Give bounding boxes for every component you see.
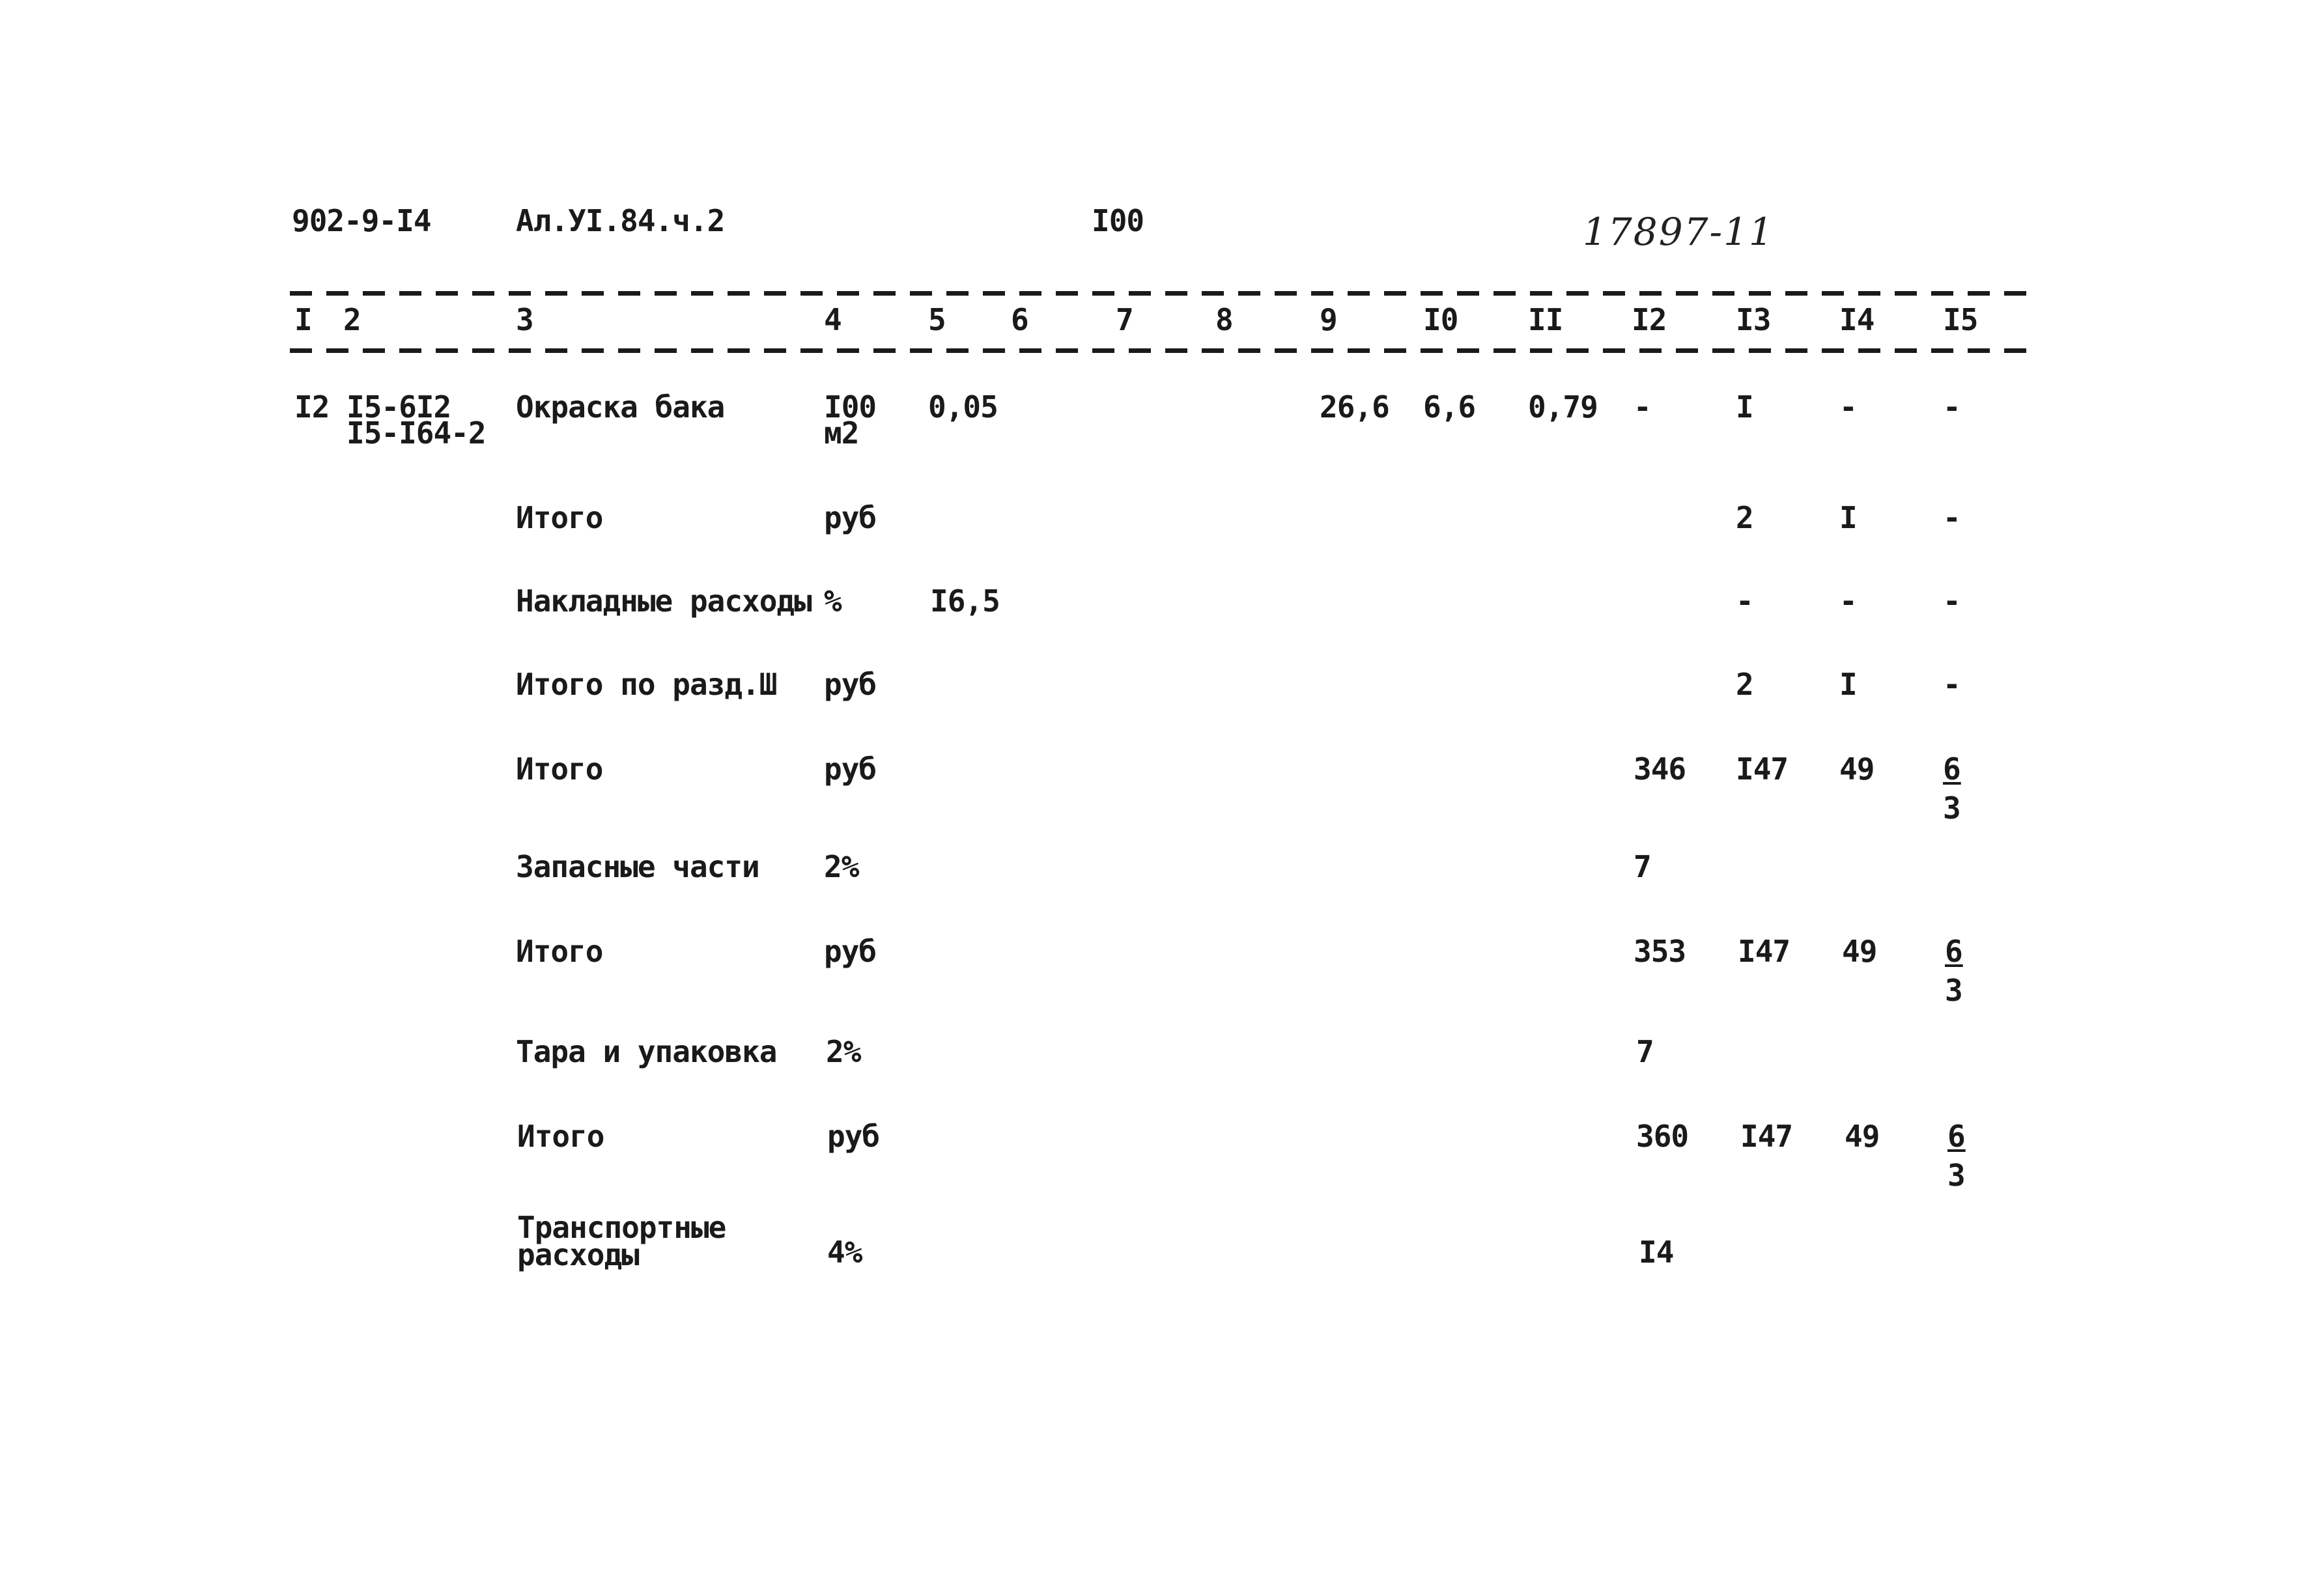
item-name: Накладные расходы — [516, 583, 812, 619]
cell-col9: 26,6 — [1320, 389, 1389, 425]
col-header: II — [1528, 302, 1563, 337]
fraction-denominator: 3 — [1945, 973, 1963, 1008]
item-name: Итого — [516, 500, 603, 535]
item-name: расходы — [517, 1237, 639, 1272]
cell-col14: 49 — [1845, 1119, 1880, 1154]
col-header: 3 — [516, 302, 533, 337]
project-code: 902-9-I4 — [292, 203, 431, 238]
cell-col15-fraction — [1947, 1119, 1975, 1193]
cell-col14: 49 — [1839, 751, 1875, 787]
col-header: 6 — [1011, 302, 1028, 337]
unit: руб — [827, 1119, 880, 1154]
cell-col12: 7 — [1636, 1034, 1654, 1069]
cell-col13: 2 — [1736, 667, 1753, 702]
cell-col12: 353 — [1634, 934, 1686, 969]
item-name: Тара и упаковка — [516, 1034, 777, 1069]
unit: руб — [824, 667, 877, 702]
col-header: I0 — [1423, 302, 1458, 337]
cell-col14: - — [1839, 583, 1857, 619]
cell-col5: 0,05 — [928, 389, 998, 425]
item-name: Окраска бака — [516, 389, 725, 425]
cell-col13: I — [1736, 389, 1753, 425]
cell-col11: 0,79 — [1528, 389, 1598, 425]
item-name: Итого — [516, 751, 603, 787]
cell-col15-fraction — [1945, 934, 1972, 1008]
cell-col5: I6,5 — [930, 583, 1000, 619]
cell-col14: 49 — [1842, 934, 1877, 969]
cell-col13: - — [1736, 583, 1753, 619]
cell-col14: - — [1839, 389, 1857, 425]
col-header: I4 — [1839, 302, 1875, 337]
unit: руб — [824, 500, 877, 535]
cell-col15: - — [1943, 667, 1960, 702]
unit: м2 — [824, 415, 859, 451]
cell-col13: I47 — [1738, 934, 1790, 969]
unit: 2% — [824, 849, 859, 884]
col-header: 5 — [928, 302, 946, 337]
page-number: I00 — [1092, 203, 1144, 238]
item-name: Итого — [517, 1119, 604, 1154]
item-name: Транспортные — [517, 1210, 726, 1245]
col-header: I3 — [1736, 302, 1771, 337]
col-header: 2 — [343, 302, 361, 337]
unit: руб — [824, 934, 877, 969]
cell-col14: I — [1839, 500, 1857, 535]
item-name: Итого — [516, 934, 603, 969]
price-code: I5-I64-2 — [347, 415, 486, 451]
cell-col15: - — [1943, 389, 1960, 425]
fraction-denominator: 3 — [1943, 791, 1961, 826]
cell-col14: I — [1839, 667, 1857, 702]
album-code: Ал.УI.84.ч.2 — [516, 203, 725, 238]
col-header: 8 — [1215, 302, 1233, 337]
cell-col12: I4 — [1639, 1235, 1674, 1270]
fraction-denominator: 3 — [1947, 1158, 1966, 1193]
unit: 2% — [826, 1034, 861, 1069]
cell-col13: I47 — [1740, 1119, 1793, 1154]
col-header: I5 — [1943, 302, 1978, 337]
unit: руб — [824, 751, 877, 787]
item-name: Запасные части — [516, 849, 759, 884]
cell-col12: 7 — [1634, 849, 1651, 884]
handwritten-inventory-number: 17897-11 — [1583, 210, 1774, 254]
header-rule-bottom — [290, 348, 2029, 353]
col-header: 9 — [1320, 302, 1337, 337]
cell-col12: - — [1634, 389, 1651, 425]
row-number: I2 — [294, 389, 330, 425]
cell-col13: 2 — [1736, 500, 1753, 535]
item-name: Итого по разд.Ш — [516, 667, 777, 702]
cell-col10: 6,6 — [1423, 389, 1476, 425]
header-rule-top — [290, 291, 2029, 296]
unit: 4% — [827, 1235, 862, 1270]
unit: % — [824, 583, 842, 619]
col-header: I2 — [1632, 302, 1667, 337]
col-header: I — [294, 302, 312, 337]
cell-col12: 360 — [1636, 1119, 1689, 1154]
fraction-numerator: 6 — [1947, 1119, 1966, 1154]
price-code: I5-6I2 — [347, 389, 451, 425]
unit: I00 — [824, 389, 877, 425]
cell-col15: - — [1943, 500, 1960, 535]
col-header: 4 — [824, 302, 842, 337]
cell-col13: I47 — [1736, 751, 1789, 787]
cell-col12: 346 — [1634, 751, 1686, 787]
cell-col15-fraction — [1943, 751, 1970, 826]
col-header: 7 — [1116, 302, 1133, 337]
fraction-numerator: 6 — [1945, 934, 1963, 969]
cell-col15: - — [1943, 583, 1960, 619]
fraction-numerator: 6 — [1943, 751, 1961, 787]
